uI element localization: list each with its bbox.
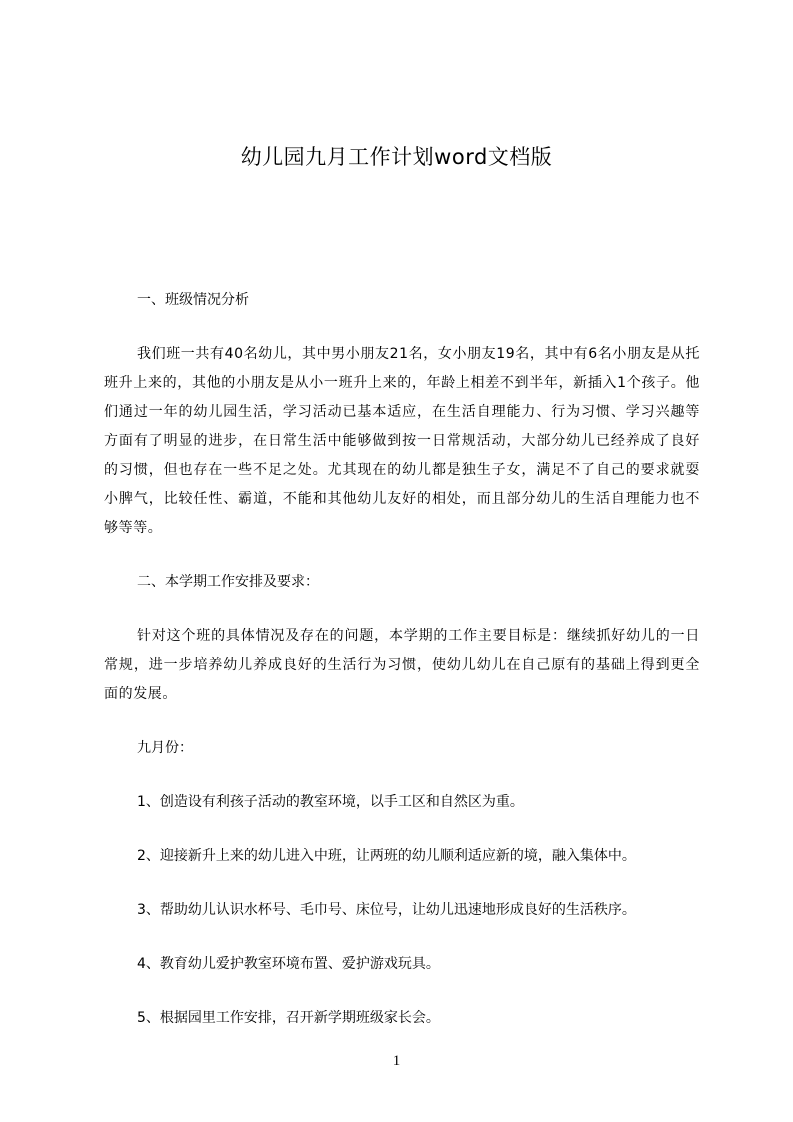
page-number: 1 [392, 1053, 401, 1069]
month-heading: 九月份： [137, 740, 193, 756]
work-plan-paragraph: 针对这个班的具体情况及存在的问题，本学期的工作主要目标是：继续抓好幼儿的一日常规，进一步培养幼儿养成良好的生活行为习惯，使幼儿幼儿在自己原有的基础上得到更全面的发展。 [104, 628, 700, 702]
list-item: 4、教育幼儿爱护教室环境布置、爱护游戏玩具。 [137, 956, 440, 972]
list-item: 3、帮助幼儿认识水杯号、毛巾号、床位号，让幼儿迅速地形成良好的生活秩序。 [137, 902, 636, 918]
list-item: 1、创造设有利孩子活动的教室环境，以手工区和自然区为重。 [137, 794, 524, 810]
document-body [104, 286, 700, 1033]
section-heading-class-analysis: 一、班级情况分析 [137, 292, 249, 308]
class-analysis-paragraph: 我们班一共有40名幼儿，其中男小朋友21名，女小朋友19名，其中有6名小朋友是从托班升上来的，其他的小朋友是从小一班升上来的，年龄上相差不到半年，新插入1个孩子。他们通过一年的幼儿园生活，学习活动已基本适应，在生活自理能力、行为习惯、学习兴趣等方面有了明显的进步，在日常生活中能够做到按一日常规活动，大部分幼儿已经养成了良好的习惯，但也存在一些不足之处。尤其现在的幼儿都是独生子女，满足不了自己的要求就耍小脾气，比较任性、霸道，不能和其他幼儿友好的相处，而且部分幼儿的生活自理能力也不够等等。 [104, 346, 700, 536]
section-heading-work-plan: 二、本学期工作安排及要求： [137, 574, 319, 590]
document-title: 幼儿园九月工作计划word文档版 [240, 145, 553, 169]
list-item: 2、迎接新升上来的幼儿进入中班，让两班的幼儿顺利适应新的境，融入集体中。 [137, 848, 636, 864]
list-item: 5、根据园里工作安排，召开新学期班级家长会。 [137, 1010, 440, 1026]
